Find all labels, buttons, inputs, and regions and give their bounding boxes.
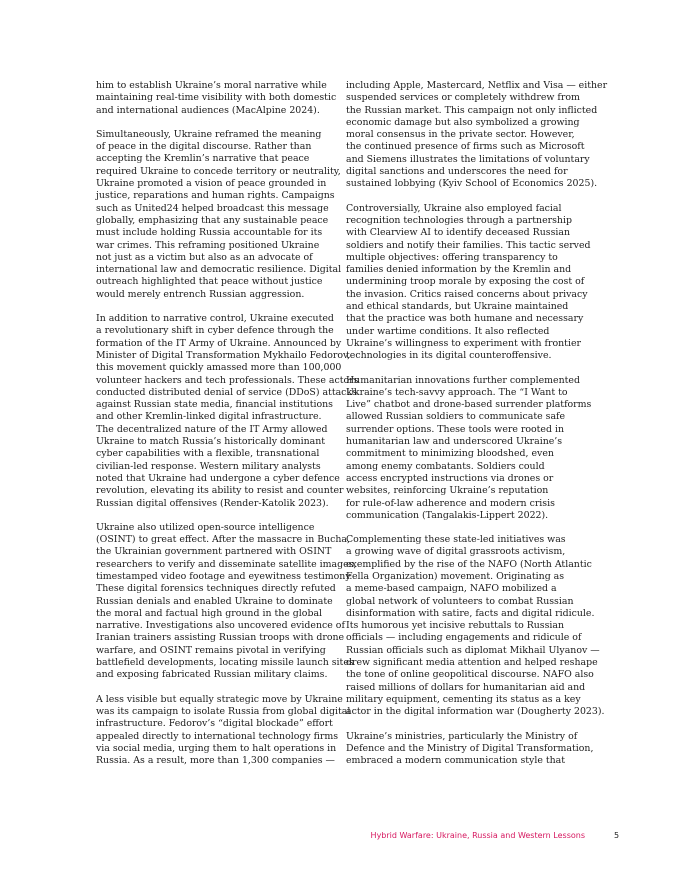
footer-document-title: Hybrid Warfare: Ukraine, Russia and Western Lessons bbox=[370, 831, 585, 840]
paragraph bbox=[96, 80, 346, 117]
paragraph bbox=[96, 129, 346, 301]
text-line: and exposing fabricated Russian military claims. bbox=[96, 669, 328, 681]
text-line: the Ukrainian government partnered with OSINT bbox=[96, 546, 332, 558]
text-line: via social media, urging them to halt operations in bbox=[96, 742, 337, 754]
text-line: actor in the digital information war (Dougherty 2023). bbox=[346, 706, 605, 718]
paragraph bbox=[346, 80, 608, 191]
text-line: appealed directly to international technology firms bbox=[96, 730, 339, 742]
text-line: websites, reinforcing Ukraine’s reputation bbox=[346, 485, 549, 497]
text-line: Ukraine’s tech-savvy approach. The “I Want to bbox=[346, 386, 568, 398]
text-line: formation of the IT Army of Ukraine. Announced by bbox=[96, 337, 342, 349]
text-line: the continued presence of firms such as Microsoft bbox=[346, 141, 585, 153]
text-line: Defence and the Ministry of Digital Transformation, bbox=[346, 742, 594, 754]
text-line: In addition to narrative control, Ukraine executed bbox=[96, 313, 334, 325]
text-line: Controversially, Ukraine also employed facial bbox=[346, 202, 562, 214]
text-line: civilian-led response. Western military analysts bbox=[96, 460, 321, 472]
text-line: timestamped video footage and eyewitness testimony. bbox=[96, 570, 353, 582]
text-line: A less visible but equally strategic move by Ukraine bbox=[96, 693, 343, 705]
text-line: the moral and factual high ground in the global bbox=[96, 607, 323, 619]
text-line: and international audiences (MacAlpine 2024). bbox=[96, 104, 320, 116]
text-line: Ukraine’s ministries, particularly the Ministry of bbox=[346, 730, 578, 742]
text-line: Minister of Digital Transformation Mykhailo Fedorov, bbox=[96, 349, 351, 361]
text-line: revolution, elevating its ability to resist and counter bbox=[96, 485, 344, 497]
text-line: (OSINT) to great effect. After the massacre in Bucha, bbox=[96, 534, 350, 546]
text-line: a revolutionary shift in cyber defence through the bbox=[96, 325, 334, 337]
text-line: including Apple, Mastercard, Netflix and Visa — either bbox=[346, 80, 608, 91]
text-line: officials — including engagements and ridicule of bbox=[346, 632, 582, 644]
text-line: with Clearview AI to identify deceased Russian bbox=[346, 227, 571, 239]
text-line: recognition technologies through a partnership bbox=[346, 214, 572, 226]
text-line: Russia. As a result, more than 1,300 companies — bbox=[96, 755, 335, 767]
text-line: among enemy combatants. Soldiers could bbox=[346, 460, 545, 472]
text-line: Ukraine’s willingness to experiment with frontier bbox=[346, 337, 581, 349]
text-line: Ukraine promoted a vision of peace grounded in bbox=[96, 178, 327, 190]
text-line: digital sanctions and underscores the need for bbox=[346, 166, 568, 178]
text-line: conducted distributed denial of service (DDoS) attacks bbox=[96, 386, 357, 398]
text-line: accepting the Kremlin’s narrative that peace bbox=[96, 153, 310, 165]
text-line: Fella Organization) movement. Originating as bbox=[346, 570, 565, 582]
text-line: war crimes. This reframing positioned Ukraine bbox=[96, 239, 320, 251]
text-line: communication (Tangalakis-Lippert 2022). bbox=[346, 509, 549, 521]
text-line: under wartime conditions. It also reflected bbox=[346, 325, 550, 337]
text-line: required Ukraine to concede territory or neutrality, bbox=[96, 165, 341, 177]
text-line: narrative. Investigations also uncovered evidence of bbox=[96, 620, 345, 632]
text-line: Humanitarian innovations further complemented bbox=[346, 374, 580, 386]
text-line: a growing wave of digital grassroots activism, bbox=[346, 546, 566, 558]
text-line: was its campaign to isolate Russia from global digital bbox=[96, 705, 351, 717]
text-line: outreach highlighted that peace without justice bbox=[96, 276, 323, 288]
text-line: allowed Russian soldiers to communicate safe bbox=[346, 411, 566, 423]
text-line: access encrypted instructions via drones or bbox=[346, 472, 554, 484]
text-line: moral consensus in the private sector. However, bbox=[346, 129, 575, 141]
text-line: disinformation with satire, facts and digital ridicule. bbox=[346, 607, 595, 619]
text-line: noted that Ukraine had undergone a cyber defence bbox=[96, 472, 340, 484]
paragraph bbox=[96, 521, 357, 682]
text-line: families denied information by the Kremlin and bbox=[346, 264, 572, 276]
text-line: of peace in the digital discourse. Rather than bbox=[96, 141, 312, 153]
text-line: soldiers and notify their families. This tactic served bbox=[346, 239, 591, 251]
text-line: warfare, and OSINT remains pivotal in verifying bbox=[96, 644, 326, 656]
page-footer bbox=[0, 831, 680, 845]
text-line: embraced a modern communication style that bbox=[346, 755, 566, 767]
text-line: economic damage but also symbolized a growing bbox=[346, 116, 580, 128]
text-line: Russian officials such as diplomat Mikhail Ulyanov — bbox=[346, 644, 600, 656]
text-line: a meme-based campaign, NAFO mobilized a bbox=[346, 583, 557, 595]
paragraph bbox=[346, 203, 596, 363]
text-line: maintaining real-time visibility with both domestic bbox=[96, 92, 337, 104]
text-line: drew significant media attention and helped reshape bbox=[346, 657, 598, 669]
text-line: the invasion. Critics raised concerns about privacy bbox=[346, 288, 588, 300]
text-line: cyber capabilities with a flexible, transnational bbox=[96, 448, 320, 460]
paragraph bbox=[346, 375, 596, 523]
text-line: must include holding Russia accountable for its bbox=[96, 227, 323, 239]
text-line: Complementing these state-led initiatives was bbox=[346, 534, 566, 546]
text-line: such as United24 helped broadcast this message bbox=[96, 202, 329, 214]
text-line: The decentralized nature of the IT Army allowed bbox=[96, 423, 328, 435]
text-line: him to establish Ukraine’s moral narrative while bbox=[96, 80, 327, 91]
text-line: suspended services or completely withdrew from bbox=[346, 92, 580, 104]
text-line: Simultaneously, Ukraine reframed the meaning bbox=[96, 128, 322, 140]
text-line: multiple objectives: offering transparency to bbox=[346, 251, 558, 263]
text-line: and ethical standards, but Ukraine maintained bbox=[346, 301, 569, 313]
text-line: sustained lobbying (Kyiv School of Economics 2025). bbox=[346, 178, 598, 190]
text-line: not just as a victim but also as an advocate of bbox=[96, 251, 313, 263]
right-column bbox=[346, 80, 608, 779]
text-line: battlefield developments, locating missile launch sites bbox=[96, 657, 354, 669]
text-line: Its humorous yet incisive rebuttals to Russian bbox=[346, 620, 565, 632]
text-line: the Russian market. This campaign not only inflicted bbox=[346, 104, 598, 116]
text-line: volunteer hackers and tech professionals. These actors bbox=[96, 374, 359, 386]
text-line: and Siemens illustrates the limitations of voluntary bbox=[346, 153, 590, 165]
text-line: Ukraine also utilized open-source intelligence bbox=[96, 521, 315, 533]
text-line: infrastructure. Fedorov’s “digital blockade” effort bbox=[96, 718, 333, 730]
text-line: against Russian state media, financial institutions bbox=[96, 399, 333, 411]
text-line: military equipment, cementing its status as a key bbox=[346, 693, 581, 705]
text-line: for rule-of-law adherence and modern crisis bbox=[346, 497, 555, 509]
text-line: Russian denials and enabled Ukraine to dominate bbox=[96, 595, 333, 607]
text-line: global network of volunteers to combat Russian bbox=[346, 595, 574, 607]
text-line: Iranian trainers assisting Russian troops with drone bbox=[96, 632, 345, 644]
text-line: international law and democratic resilience. Digital bbox=[96, 264, 342, 276]
text-line: exemplified by the rise of the NAFO (North Atlantic bbox=[346, 558, 592, 570]
text-line: surrender options. These tools were rooted in bbox=[346, 423, 564, 435]
text-line: undermining troop morale by exposing the cost of bbox=[346, 276, 585, 288]
text-line: Ukraine to match Russia’s historically dominant bbox=[96, 436, 326, 448]
text-line: that the practice was both humane and necessary bbox=[346, 313, 584, 325]
text-line: Live” chatbot and drone-based surrender platforms bbox=[346, 399, 592, 411]
text-line: justice, reparations and human rights. Campaigns bbox=[96, 190, 335, 202]
text-line: humanitarian law and underscored Ukraine’s bbox=[346, 436, 563, 448]
text-line: technologies in its digital counteroffensive. bbox=[346, 350, 552, 362]
text-line: Russian digital offensives (Render-Katolik 2023). bbox=[96, 497, 329, 509]
paragraph bbox=[96, 693, 351, 768]
paragraph bbox=[96, 313, 359, 510]
text-line: commitment to minimizing bloodshed, even bbox=[346, 448, 554, 460]
text-line: researchers to verify and disseminate satellite images, bbox=[96, 558, 357, 570]
text-line: globally, emphasizing that any sustainable peace bbox=[96, 214, 329, 226]
text-line: the tone of online geopolitical discourse. NAFO also bbox=[346, 669, 594, 681]
paragraph bbox=[346, 731, 596, 768]
text-line: raised millions of dollars for humanitarian aid and bbox=[346, 681, 586, 693]
text-line: would merely entrench Russian aggression. bbox=[96, 288, 305, 300]
page-number: 5 bbox=[614, 831, 620, 840]
left-column bbox=[96, 80, 359, 779]
paragraph bbox=[346, 534, 605, 718]
text-line: and other Kremlin-linked digital infrastructure. bbox=[96, 411, 322, 423]
text-line: this movement quickly amassed more than 100,000 bbox=[96, 362, 342, 374]
text-line: These digital forensics techniques directly refuted bbox=[96, 583, 336, 595]
